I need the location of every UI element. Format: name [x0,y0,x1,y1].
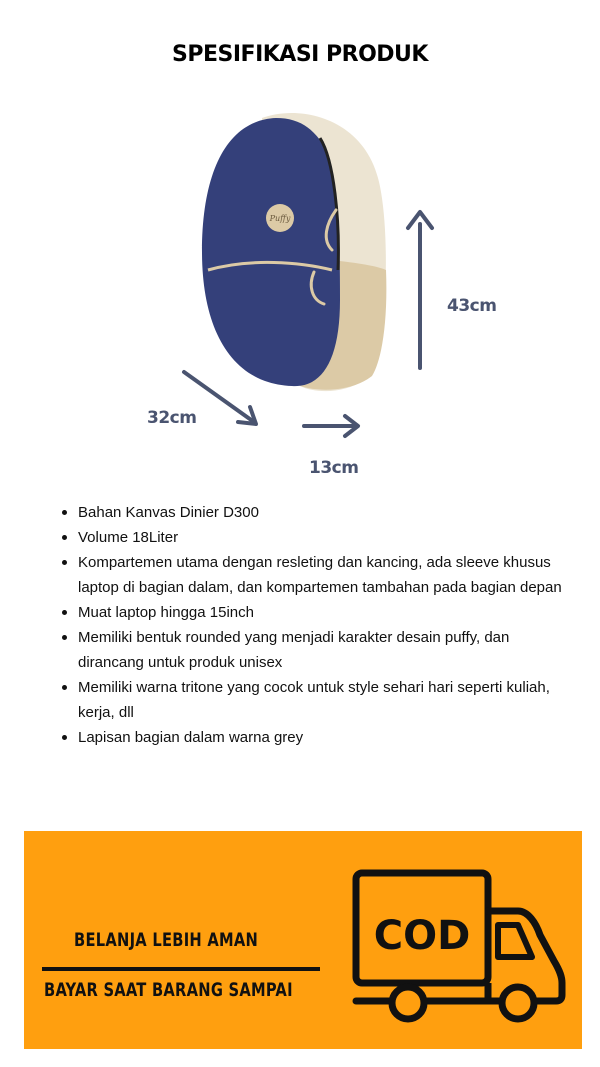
spec-item: Bahan Kanvas Dinier D300 [58,500,578,525]
product-figure [0,100,600,480]
spec-item: Muat laptop hingga 15inch [58,600,578,625]
spec-item: Memiliki bentuk rounded yang menjadi karakter desain puffy, dan dirancang untuk produk unisex [58,625,578,675]
spec-item: Memiliki warna tritone yang cocok untuk style sehari hari seperti kuliah, kerja, dll [58,675,578,725]
spec-item: Lapisan bagian dalam warna grey [58,725,578,750]
spec-item: Volume 18Liter [58,525,578,550]
page-title: SPESIFIKASI PRODUK [172,42,428,67]
width-arrow [304,416,358,436]
delivery-truck-icon [350,865,568,1025]
width-label: 13cm [309,458,359,478]
length-label: 32cm [147,408,197,428]
cod-subline: BAYAR SAAT BARANG SAMPAI [44,979,293,1001]
spec-item: Kompartemen utama dengan resleting dan kancing, ada sleeve khusus laptop di bagian dalam, dan kompartemen tambahan pada bagian depan [58,550,578,600]
cod-truck-text: COD [373,913,471,959]
height-label: 43cm [447,296,497,316]
cod-banner [24,831,582,1049]
backpack-front-body [202,118,340,386]
cod-tagline: BELANJA LEBIH AMAN [74,929,259,951]
backpack-logo-text: Puffy [269,214,291,223]
height-arrow [408,212,432,368]
spec-list [58,500,578,750]
cod-divider [42,967,320,971]
